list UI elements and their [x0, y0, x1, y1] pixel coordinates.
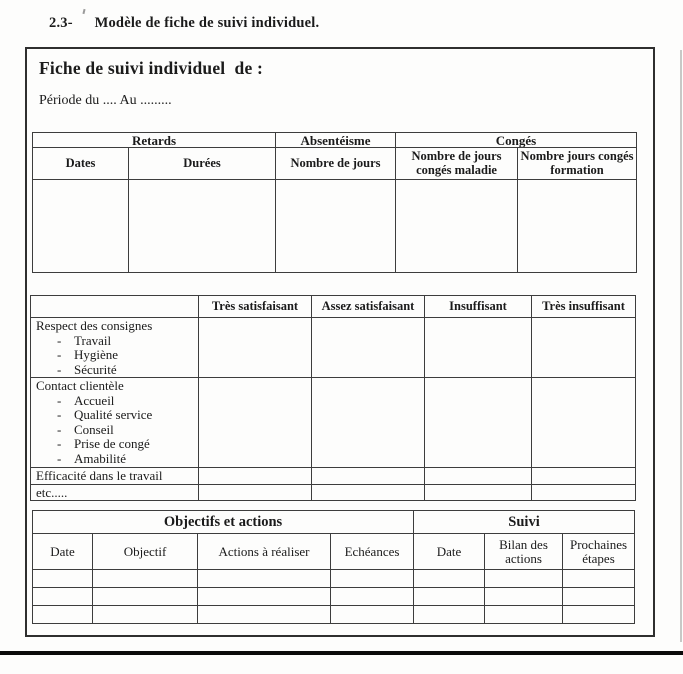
- col-header-tres-insuffisant: Très insuffisant: [532, 296, 636, 318]
- empty-cell: [485, 606, 563, 624]
- attendance-table: [32, 132, 637, 273]
- empty-cell: [425, 484, 532, 501]
- col-header-insuffisant: Insuffisant: [425, 296, 532, 318]
- attendance-empty-row: [33, 180, 637, 273]
- empty-cell: [33, 606, 93, 624]
- col-header-objectif: Objectif: [93, 534, 198, 570]
- empty-cell: [563, 606, 635, 624]
- objectives-table: [32, 510, 635, 624]
- col-header-dates: Dates: [33, 148, 129, 180]
- empty-cell: [93, 570, 198, 588]
- empty-cell: [198, 588, 331, 606]
- section-heading: [49, 15, 319, 32]
- col-header-tres-satisfaisant: Très satisfaisant: [199, 296, 312, 318]
- row-label-cell: [31, 484, 199, 501]
- objectives-empty-row: [33, 588, 635, 606]
- empty-cell: [312, 378, 425, 468]
- evaluation-table: [30, 295, 636, 501]
- objectives-empty-row: [33, 570, 635, 588]
- empty-cell: [425, 378, 532, 468]
- col-header-date: Date: [33, 534, 93, 570]
- empty-cell: [33, 570, 93, 588]
- row-label-cell: [31, 468, 199, 485]
- evaluation-row-efficacite: [31, 468, 636, 485]
- row-label: Respect des consignes: [36, 318, 153, 333]
- empty-cell: [276, 180, 396, 273]
- col-header-prochaines-etapes: Prochaines étapes: [563, 534, 635, 570]
- empty-cell: [532, 318, 636, 378]
- scan-artifact-mark: [82, 9, 85, 14]
- empty-cell: [199, 378, 312, 468]
- col-header-echeances: Echéances: [331, 534, 414, 570]
- empty-cell: [129, 180, 276, 273]
- empty-cell: [93, 606, 198, 624]
- empty-corner-cell: [31, 296, 199, 318]
- empty-cell: [331, 570, 414, 588]
- section-title: Modèle de fiche de suivi individuel.: [94, 15, 320, 31]
- empty-cell: [485, 570, 563, 588]
- empty-cell: [532, 468, 636, 485]
- empty-cell: [425, 318, 532, 378]
- group-header-retards: Retards: [33, 133, 276, 148]
- empty-cell: [199, 468, 312, 485]
- empty-cell: [199, 484, 312, 501]
- form-box: [25, 47, 655, 637]
- empty-cell: [414, 570, 485, 588]
- col-header-actions-a-realiser: Actions à réaliser: [198, 534, 331, 570]
- empty-cell: [331, 606, 414, 624]
- empty-cell: [532, 484, 636, 501]
- empty-cell: [396, 180, 518, 273]
- row-subitem: - Prise de congé: [36, 437, 198, 452]
- row-label: etc.....: [36, 484, 68, 500]
- group-header-absenteisme: Absentéisme: [276, 133, 396, 148]
- row-label-cell: [31, 378, 199, 468]
- empty-cell: [563, 570, 635, 588]
- form-title: Fiche de suivi individuel de :: [39, 58, 264, 78]
- empty-cell: [33, 588, 93, 606]
- empty-cell: [198, 570, 331, 588]
- group-header-suivi: Suivi: [414, 511, 635, 534]
- empty-cell: [33, 180, 129, 273]
- row-label: Contact clientèle: [36, 378, 124, 393]
- empty-cell: [563, 588, 635, 606]
- empty-cell: [312, 468, 425, 485]
- empty-cell: [198, 606, 331, 624]
- objectives-group-header-row: [33, 511, 635, 534]
- col-header-durees: Durées: [129, 148, 276, 180]
- page-edge-scan-line: [680, 50, 682, 642]
- objectives-column-header-row: [33, 534, 635, 570]
- empty-cell: [312, 318, 425, 378]
- col-header-bilan-des-actions: Bilan des actions: [485, 534, 563, 570]
- attendance-column-header-row: [33, 148, 637, 180]
- col-header-conges-maladie: Nombre de jours congés maladie: [396, 148, 518, 180]
- row-label-cell: [31, 318, 199, 378]
- empty-cell: [485, 588, 563, 606]
- group-header-objectifs-et-actions: Objectifs et actions: [33, 511, 414, 534]
- bottom-page-rule: [0, 651, 683, 655]
- evaluation-row-contact-clientele: [31, 378, 636, 468]
- row-label: Efficacité dans le travail: [36, 468, 163, 483]
- col-header-nombre-de-jours: Nombre de jours: [276, 148, 396, 180]
- objectives-empty-row: [33, 606, 635, 624]
- col-header-conges-formation: Nombre jours congés formation: [518, 148, 637, 180]
- evaluation-header-row: [31, 296, 636, 318]
- group-header-conges: Congés: [396, 133, 637, 148]
- row-subitem: - Travail: [36, 334, 198, 349]
- empty-cell: [414, 588, 485, 606]
- period-line: Période du .... Au .........: [39, 93, 172, 108]
- row-subitem: - Amabilité: [36, 452, 198, 467]
- empty-cell: [312, 484, 425, 501]
- section-number: 2.3-: [49, 15, 73, 31]
- row-subitem: - Accueil: [36, 394, 198, 409]
- empty-cell: [199, 318, 312, 378]
- col-header-assez-satisfaisant: Assez satisfaisant: [312, 296, 425, 318]
- empty-cell: [93, 588, 198, 606]
- row-subitem: - Hygiène: [36, 348, 198, 363]
- empty-cell: [518, 180, 637, 273]
- row-subitem: - Conseil: [36, 423, 198, 438]
- empty-cell: [331, 588, 414, 606]
- row-subitem: - Sécurité: [36, 363, 198, 378]
- evaluation-row-respect-des-consignes: [31, 318, 636, 378]
- attendance-group-header-row: [33, 133, 637, 148]
- empty-cell: [532, 378, 636, 468]
- empty-cell: [414, 606, 485, 624]
- row-subitem: - Qualité service: [36, 408, 198, 423]
- col-header-date-suivi: Date: [414, 534, 485, 570]
- evaluation-row-etc: [31, 484, 636, 501]
- empty-cell: [425, 468, 532, 485]
